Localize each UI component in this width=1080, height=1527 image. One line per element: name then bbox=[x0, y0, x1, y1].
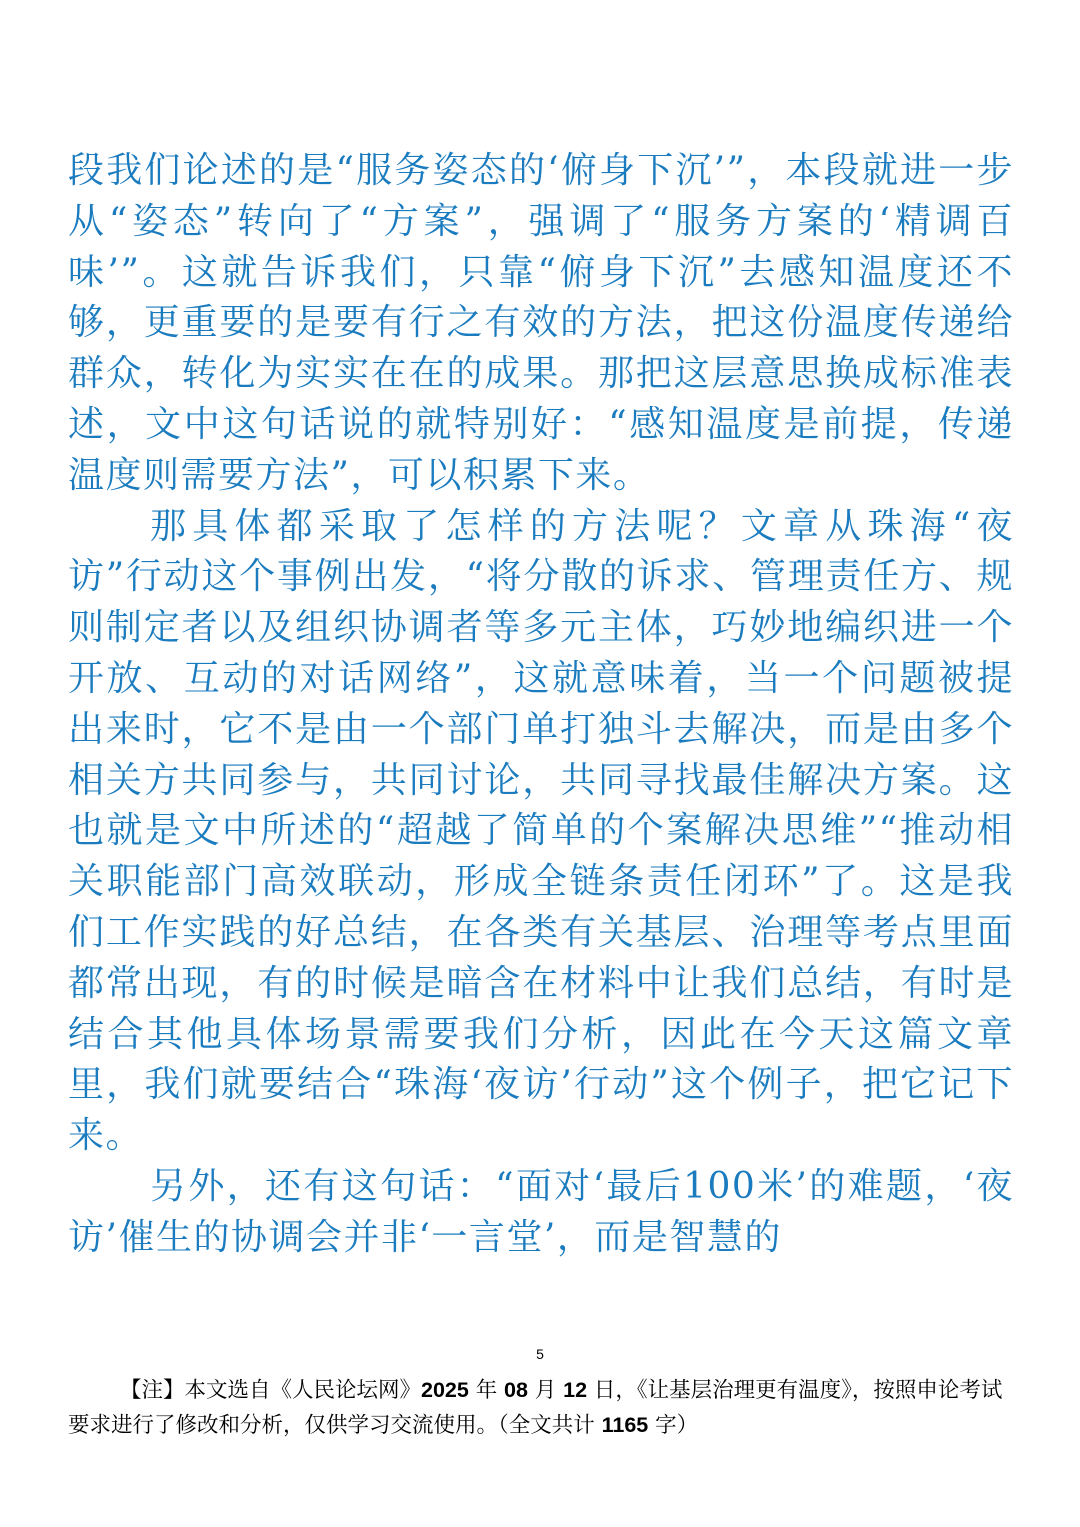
page-number: 5 bbox=[536, 1346, 544, 1362]
paragraph-continued: 段我们论述的是“服务姿态的‘俯身下沉’”，本段就进一步从“姿态”转向了“方案”，强调了“服务方案的‘精调百味’”。这就告诉我们，只靠“俯身下沉”去感知温度还不够，更重要的是要有行之有效的方法，把这份温度传递给群众，转化为实实在在的成果。那把这层意思换成标准表述，文中这句话说的就特别好：“感知温度是前提，传递温度则需要方法”，可以积累下来。 bbox=[68, 150, 1014, 496]
footnote-month-unit: 月 bbox=[527, 1378, 564, 1403]
paragraph-additional: 另外，还有这句话：“面对‘最后100米’的难题，‘夜访’催生的协调会并非‘一言堂’，而是智慧的 bbox=[68, 1165, 1014, 1258]
footnote-after-date: 日，《让基层治理更有温度》，按照申论考试要求进行了修改和分析，仅供学习交流使用。（全文共计 bbox=[68, 1378, 1003, 1438]
footnote-text bbox=[68, 1373, 1014, 1443]
source-footnote bbox=[68, 1373, 1014, 1443]
footnote-word-count: 1165 bbox=[601, 1413, 649, 1437]
footnote-month: 08 bbox=[504, 1378, 528, 1402]
footnote-year-unit: 年 bbox=[468, 1378, 505, 1403]
article-body bbox=[68, 146, 1014, 1264]
footnote-year: 2025 bbox=[421, 1378, 469, 1402]
paragraph-methods: 那具体都采取了怎样的方法呢？文章从珠海“夜访”行动这个事例出发，“将分散的诉求、管理责任方、规则制定者以及组织协调者等多元主体，巧妙地编织进一个开放、互动的对话网络”，这就意味着，当一个问题被提出来时，它不是由一个部门单打独斗去解决，而是由多个相关方共同参与，共同讨论，共同寻找最佳解决方案。这也就是文中所述的“超越了简单的个案解决思维”“推动相关职能部门高效联动，形成全链条责任闭环”了。这是我们工作实践的好总结，在各类有关基层、治理等考点里面都常出现，有的时候是暗含在材料中让我们总结，有时是结合其他具体场景需要我们分析，因此在今天这篇文章里，我们就要结合“珠海‘夜访’行动”这个例子，把它记下来。 bbox=[68, 505, 1014, 1157]
footnote-prefix: 【注】本文选自《人民论坛网》 bbox=[120, 1378, 422, 1403]
footnote-day: 12 bbox=[563, 1378, 588, 1402]
footnote-suffix: 字） bbox=[648, 1413, 699, 1438]
